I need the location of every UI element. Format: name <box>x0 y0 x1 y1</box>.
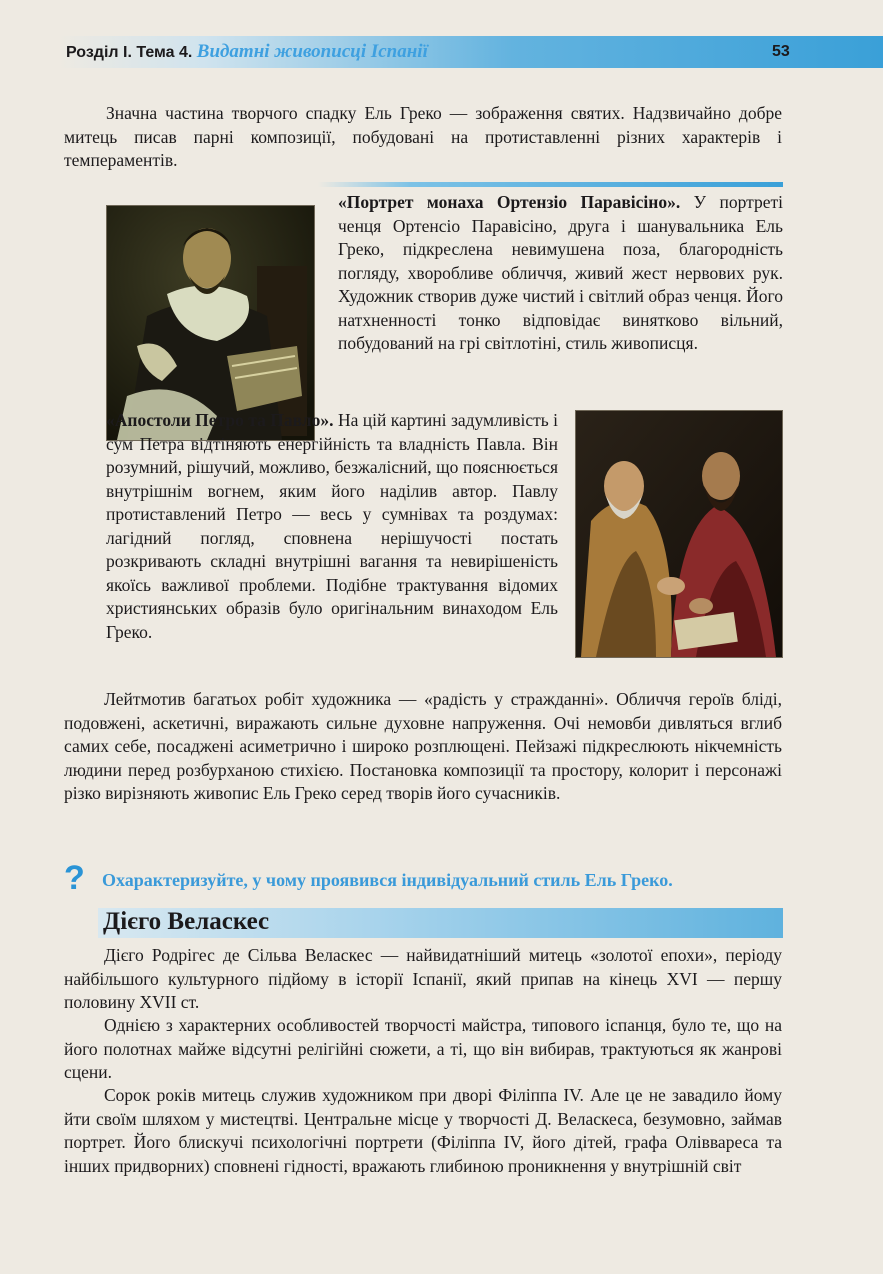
apostles-description <box>106 409 558 644</box>
section-heading: Дієго Веласкес <box>103 908 270 935</box>
velazquez-paragraph-2: Однією з характерних особливостей творчості майстра, типового іспанця, було те, що на його полотнах майже відсутні релігійні сюжети, а ті, що він вибирав, трактуються як жанрові сцени. <box>64 1015 782 1082</box>
portrait-title: «Портрет монаха Ортензіо Паравісіно». <box>338 192 681 212</box>
portrait-text: У портреті ченця Ортенсіо Паравісіно, друга і шанувальника Ель Греко, підкреслена невимушена поза, благородність погляду, хворобливе обличчя, живий жест нервових рук. Художник створив дуже чистий і світлий образ ченця. Його натхненності тонко відповідає винятково вільний, побудований на грі світлотіні, стиль живописця. <box>338 192 783 353</box>
leitmotif-paragraph: Лейтмотив багатьох робіт художника — «радість у стражданні». Обличчя героїв бліді, подовжені, аскетичні, виражають сильне духовне напруження. Очі немовби дивляться вглиб самих себе, посаджені асиметрично і широко розплющені. Пейзажі підкреслюють нікчемність людини перед розбурханою стихією. Постановка композиції та простору, колорит і персонажі різко вирізняють живопис Ель Греко серед творів його сучасників. <box>64 689 782 803</box>
portrait-description <box>338 191 783 356</box>
velazquez-paragraph-1: Дієго Родрігес де Сільва Веласкес — найвидатніший митець «золотої епохи», періоду найбільшого культурного підйому в історії Іспанії, який припав на кінець XVI — першу половину XVII ст. <box>64 945 782 1012</box>
apostles-text: На цій картині задумливість і сум Петра відтіняють енергійність та владність Павла. Він розумний, рішучий, можливо, безжалісний, що пояснюється внутрішнім вогнем, яким його наділив автор. Павлу протиставлений Петро — весь у сумнівах та роздумах: лагідний погляд, сповнена нерішучості постать розкривають складні внутрішні вагання та невирішеність якоїсь важливої проблеми. Подібне трактування відомих християнських образів було оригінальним винаходом Ель Греко. <box>106 410 559 642</box>
painting-monk-portrait <box>106 205 315 441</box>
monk-portrait-image <box>107 206 314 440</box>
header-topic: Видатні живописці Іспанії <box>196 41 428 62</box>
velazquez-paragraph-3: Сорок років митець служив художником при дворі Філіппа IV. Але це не завадило йому йти своїм шляхом у мистецтві. Центральне місце у творчості Д. Веласкеса, безумовно, займав портрет. Його блискучі психологічні портрети (Філіппа IV, його дітей, графа Оліввареса та інших придворних) сповнені гідності, вражають глибиною проникнення у внутрішній світ <box>64 1085 782 1176</box>
page-number: 53 <box>772 43 790 60</box>
page-header-title <box>66 38 428 66</box>
question-text: Охарактеризуйте, у чому проявився індивідуальний стиль Ель Греко. <box>102 870 673 890</box>
question-icon: ? <box>64 859 85 897</box>
intro-paragraph: Значна частина творчого спадку Ель Греко — зображення святих. Надзвичайно добре митець писав парні композиції, побудовані на протиставленні різних характерів і темпераментів. <box>64 103 782 170</box>
divider-rule <box>318 182 783 187</box>
painting-apostles <box>575 410 783 658</box>
header-section: Розділ І. Тема 4. <box>66 44 193 61</box>
apostles-image <box>576 411 782 657</box>
apostles-title: «Апостоли Петро та Павло». <box>106 410 334 430</box>
